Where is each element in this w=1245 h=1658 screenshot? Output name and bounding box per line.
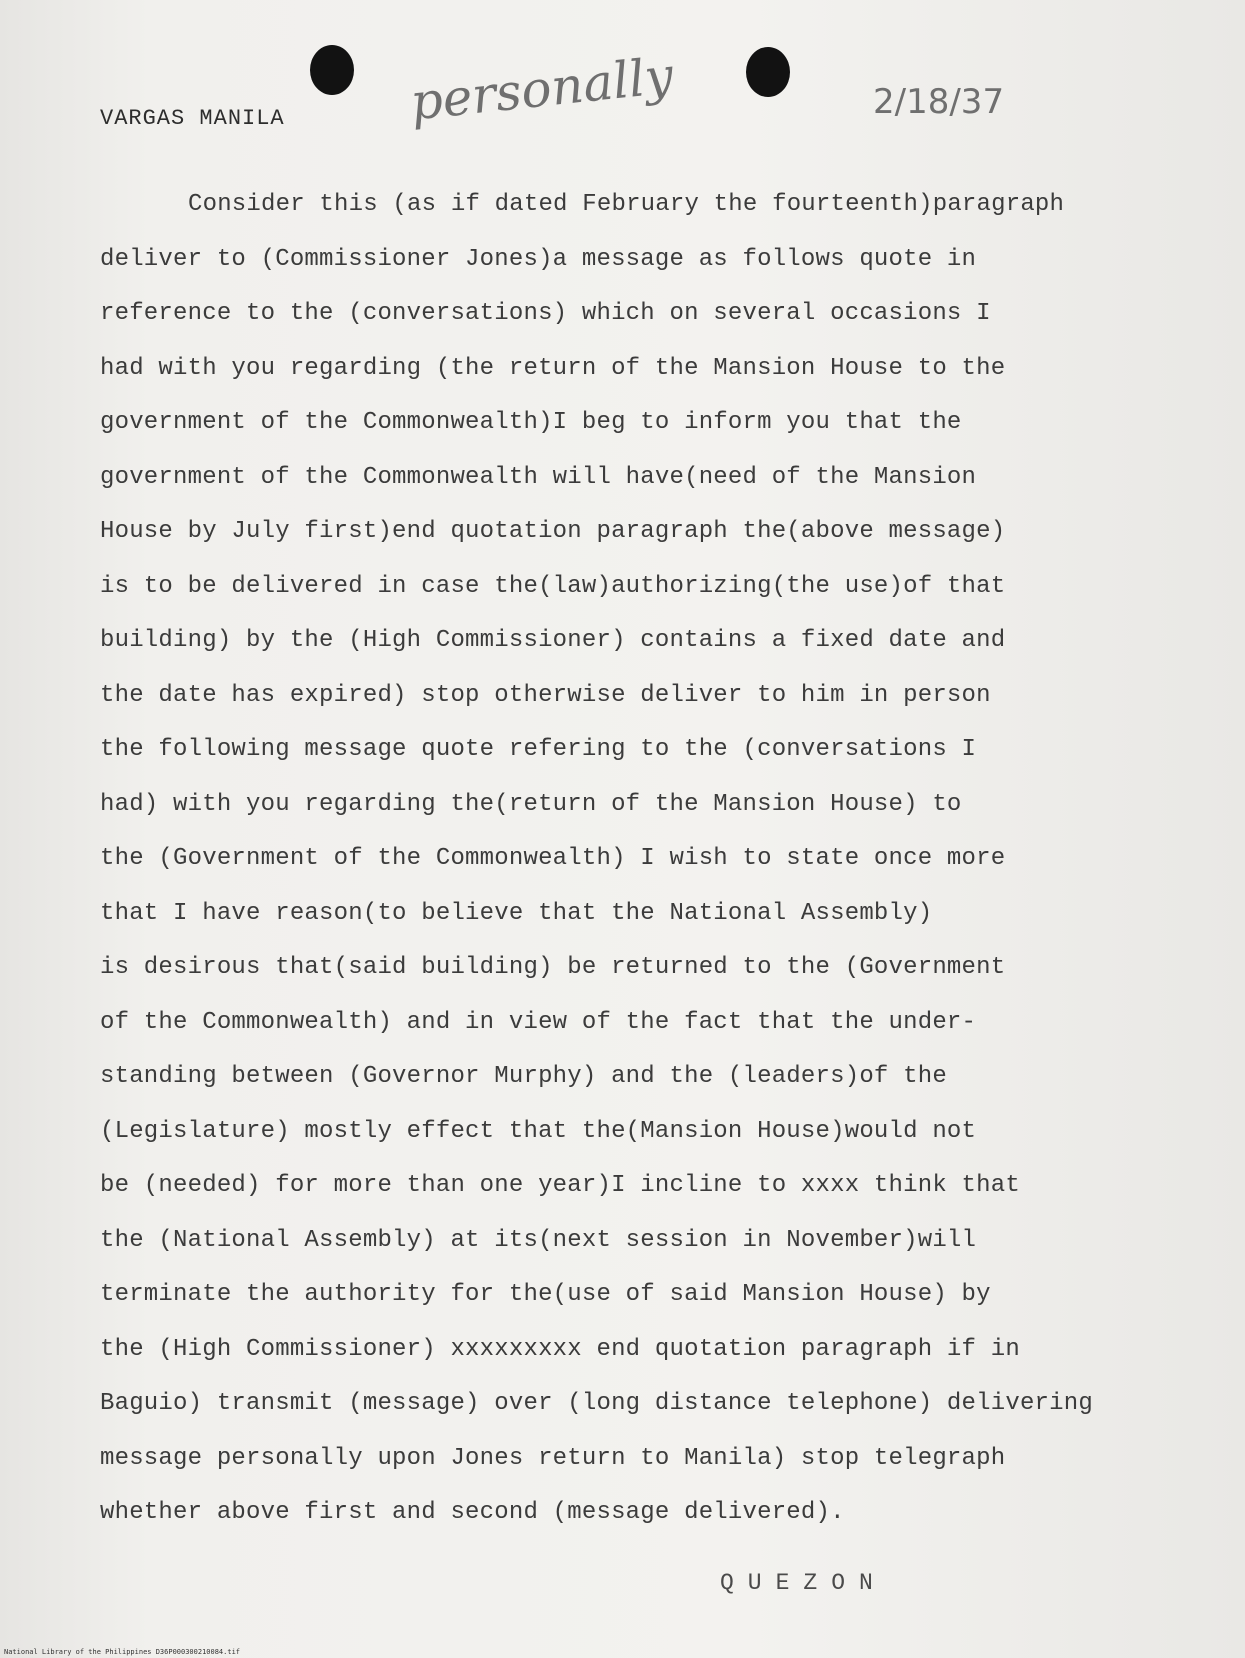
body-line: standing between (Governor Murphy) and the (leaders)of the [100,1063,947,1090]
body-line: the following message quote refering to the (conversations I [100,736,977,763]
body-line: terminate the authority for the(use of said Mansion House) by [100,1281,991,1308]
body-line: that I have reason(to believe that the National Assembly) [100,899,933,927]
body-line: building) by the (High Commissioner) contains a fixed date and [100,627,1006,654]
archive-footer: National Library of the Philippines D36P000300210084.tif [4,1648,241,1656]
body-line: be (needed) for more than one year)I incline to xxxx think that [100,1172,1020,1199]
body-line: House by July first)end quotation paragraph the(above message) [100,518,1006,545]
body-line: the (Government of the Commonwealth) I wish to state once more [100,845,1006,872]
body-line: government of the Commonwealth)I beg to inform you that the [100,409,962,436]
handwritten-personally: personally [407,46,676,132]
body-line: government of the Commonwealth will have(need of the Mansion [100,463,977,491]
body-line: Baguio) transmit (message) over (long distance telephone) delivering [100,1390,1093,1417]
body-line: the (National Assembly) at its(next session in November)will [100,1226,977,1254]
punch-hole-right [746,47,790,97]
telegram-body [100,178,1180,1541]
body-line: is desirous that(said building) be returned to the (Government [100,954,1006,981]
address-line: VARGAS MANILA [100,106,285,131]
handwritten-date: 2/18/37 [873,82,1005,122]
body-line: reference to the (conversations) which on several occasions I [100,300,991,327]
signature: QUEZON [720,1570,887,1596]
body-line: had) with you regarding the(return of the Mansion House) to [100,790,962,818]
body-line: is to be delivered in case the(law)authorizing(the use)of that [100,572,1006,600]
body-line: the (High Commissioner) xxxxxxxxx end quotation paragraph if in [100,1335,1020,1363]
body-line: message personally upon Jones return to Manila) stop telegraph [100,1444,1006,1472]
body-line: of the Commonwealth) and in view of the fact that the under- [100,1008,977,1036]
body-line: Consider this (as if dated February the fourteenth)paragraph [188,191,1065,218]
body-line: whether above first and second (message delivered). [100,1499,845,1526]
body-line: had with you regarding (the return of the Mansion House to the [100,354,1006,382]
body-line: the date has expired) stop otherwise deliver to him in person [100,681,991,709]
body-line: deliver to (Commissioner Jones)a message as follows quote in [100,245,977,273]
punch-hole-left [310,45,354,95]
body-line: (Legislature) mostly effect that the(Mansion House)would not [100,1117,977,1145]
